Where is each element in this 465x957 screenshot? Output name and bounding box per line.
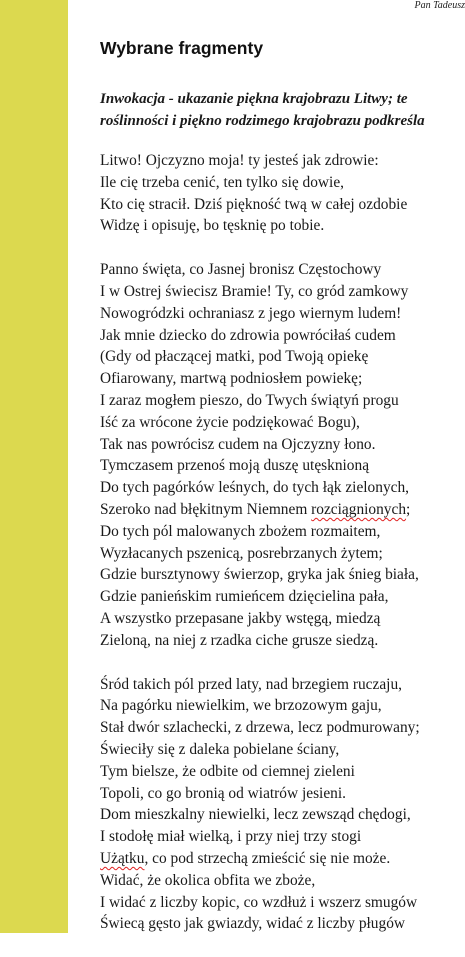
left-accent-bar [0, 0, 68, 933]
poem-line: Użątku, co pod strzechą zmieścić się nie może. [100, 849, 391, 867]
poem-line: Nowogródzki ochraniasz z jego wiernym ludem! [100, 304, 402, 322]
poem-line: Tak nas powrócisz cudem na Ojczyzny łono. [100, 435, 376, 453]
poem-line: Gdzie panieńskim rumieńcem dzięcielina pała, [100, 588, 389, 606]
stanza [100, 150, 459, 237]
poem-line: Świecą gęsto jak gwiazdy, widać z liczby pługów [100, 915, 406, 933]
poem-line: Gdzie bursztynowy świerzop, gryka jak śnieg biała, [100, 566, 419, 584]
poem-line: Świeciły się z daleka pobielane ściany, [100, 740, 340, 758]
poem-line: Litwo! Ojczyzno moja! ty jesteś jak zdrowie: [100, 152, 379, 169]
subtitle-line: roślinności i piękno rodzimego krajobrazu podkreśla [100, 113, 425, 129]
poem-line: I zaraz mogłem pieszo, do Twych świątyń progu [100, 391, 399, 409]
poem-line: Widzę i opisuję, bo tęsknię po tobie. [100, 217, 325, 235]
poem-line: Iść za wrócone życie podziękować Bogu), [100, 413, 360, 431]
poem-line: (Gdy od płaczącej matki, pod Twoją opiekę [100, 348, 369, 366]
poem-line: Widać, że okolica obfita we zboże, [100, 871, 316, 889]
poem-line: Dom mieszkalny niewielki, lecz zewsząd chędogi, [100, 806, 411, 824]
poem-line: Tym bielsze, że odbite od ciemnej zieleni [100, 762, 355, 780]
stanza [100, 259, 459, 651]
poem-line: Szeroko nad błękitnym Niemnem rozciągnionych; [100, 500, 411, 518]
poem-line: Stał dwór szlachecki, z drzewa, lecz podmurowany; [100, 719, 420, 737]
running-header: Pan Tadeusz [414, 0, 465, 11]
section-heading: Wybrane fragmenty [100, 38, 264, 58]
poem-line: I stodołę miał wielką, i przy niej trzy stogi [100, 828, 362, 846]
poem-line: Ofiarowany, martwą podniosłem powiekę; [100, 370, 363, 388]
spellcheck-flagged-word[interactable]: Użątku [100, 849, 145, 867]
spellcheck-flagged-word[interactable]: rozciągnionych [311, 500, 407, 518]
poem-line: A wszystko przepasane jakby wstęgą, miedzą [100, 609, 381, 627]
poem-line: Panno święta, co Jasnej bronisz Częstochowy [100, 261, 382, 279]
stanza [100, 674, 459, 936]
poem-line: Kto cię stracił. Dziś piękność twą w całej ozdobie [100, 195, 408, 213]
poem-line: Do tych pagórków leśnych, do tych łąk zielonych, [100, 479, 410, 497]
poem-line: Tymczasem przenoś moją duszę utęsknioną [100, 457, 370, 475]
subtitle-line: Inwokacja - ukazanie piękna krajobrazu Litwy; te [100, 91, 408, 107]
poem-line: Ile cię trzeba cenić, ten tylko się dowie, [100, 173, 345, 191]
subtitle-block [100, 88, 459, 132]
poem-line: Jak mnie dziecko do zdrowia powróciłaś cudem [100, 326, 396, 344]
poem-line: Do tych pól malowanych zbożem rozmaitem, [100, 522, 381, 540]
document-body [100, 38, 459, 957]
poem-line: I widać z liczby kopic, co wzdłuż i wszerz smugów [100, 893, 418, 911]
poem-line: I w Ostrej świecisz Bramie! Ty, co gród zamkowy [100, 282, 409, 300]
poem-line: Zieloną, na niej z rzadka ciche grusze siedzą. [100, 631, 379, 649]
poem-line: Śród takich pól przed laty, nad brzegiem ruczaju, [100, 675, 402, 693]
poem-line: Topoli, co go bronią od wiatrów jesieni. [100, 784, 346, 802]
poem-line: Wyzłacanych pszenicą, posrebrzanych żytem; [100, 544, 383, 562]
poem-line: Na pagórku niewielkim, we brzozowym gaju, [100, 697, 382, 715]
poem-text [100, 150, 459, 935]
